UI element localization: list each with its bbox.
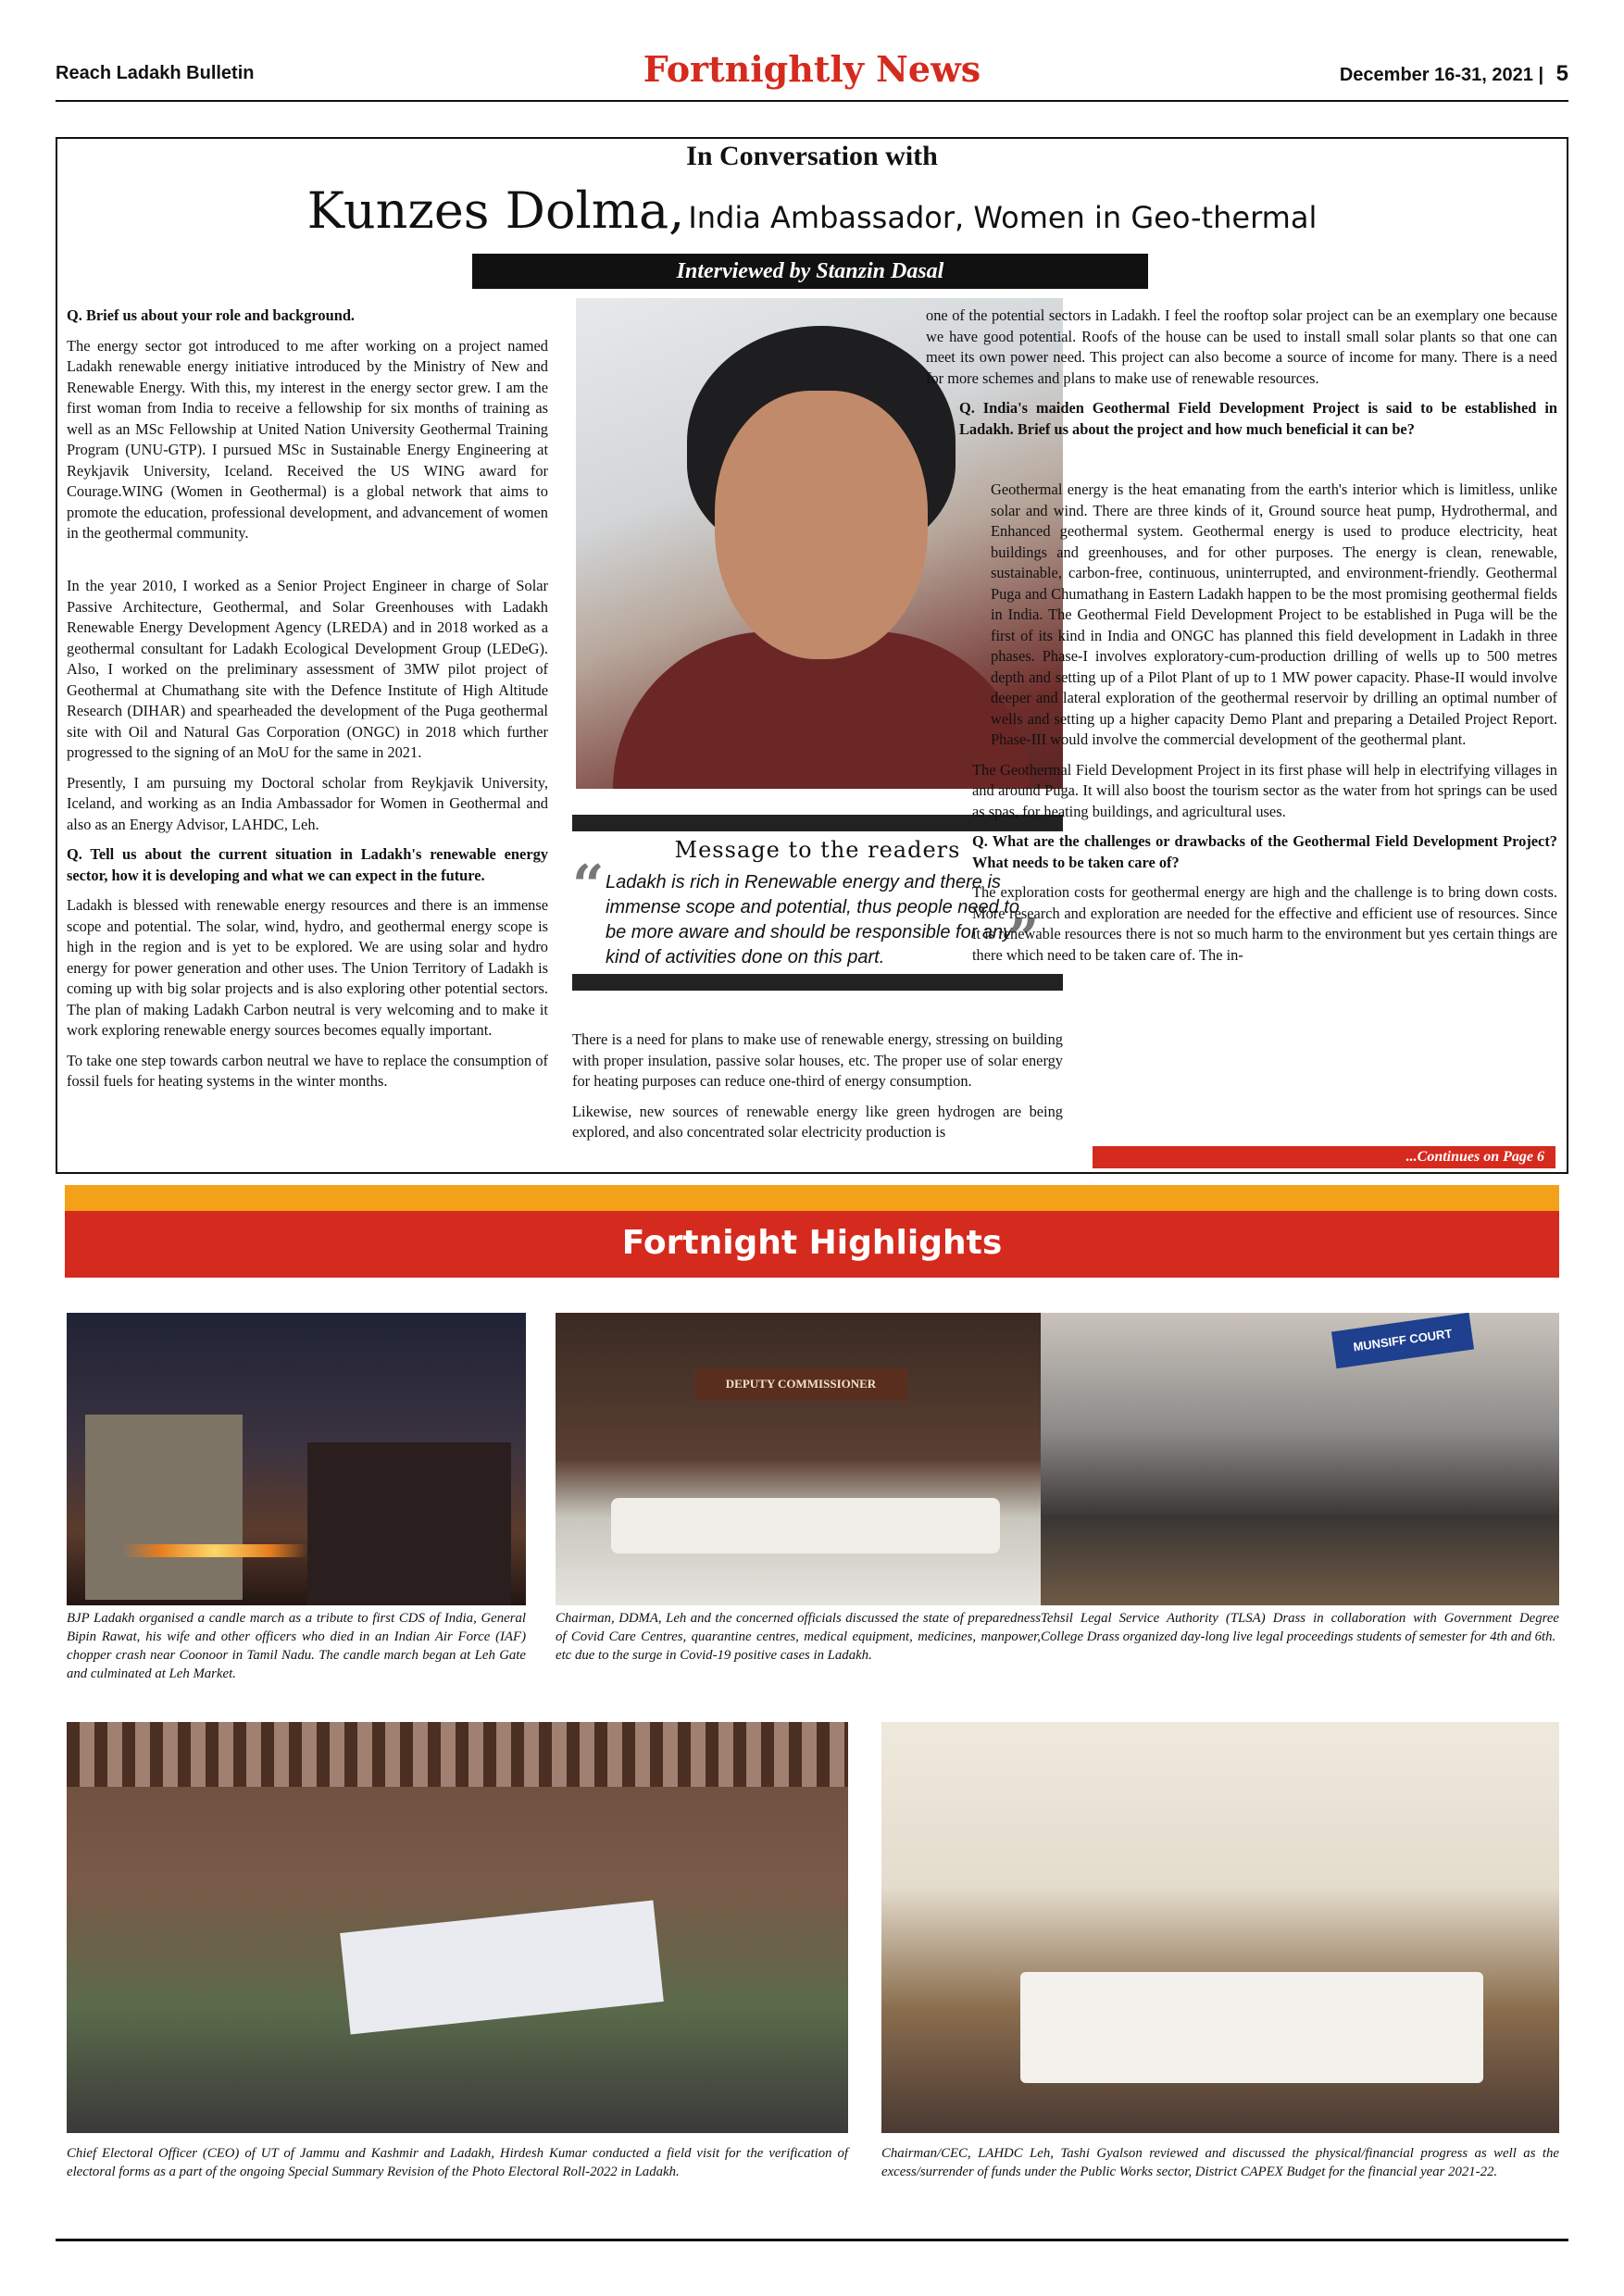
question: Q. Tell us about the current situation in Ladakh's renewable energy sector, how it is developing and what we can expect in the future. xyxy=(67,845,548,884)
photo-ceo-field-visit xyxy=(67,1722,848,2133)
message-bottom-bar xyxy=(572,974,1063,991)
portrait-face xyxy=(715,391,928,659)
conference-table xyxy=(1020,1972,1483,2083)
photo-lahdc-review xyxy=(881,1722,1559,2133)
section-title: Fortnightly News xyxy=(643,48,981,90)
caption-3: Tehsil Legal Service Authority (TLSA) Drass in collaboration with Government Degree College Drass organized day-long live legal proceedings students of semester for 4th and 6th. xyxy=(1041,1611,1559,1644)
interview-title xyxy=(0,181,1624,240)
open-quote-icon: “ xyxy=(572,854,605,918)
question: Q. India's maiden Geothermal Field Development Project is said to be established in Ladakh. Brief us about the project and how much beneficial it can be? xyxy=(959,399,1557,438)
column-1-middle xyxy=(67,576,548,1102)
photo-candle-march xyxy=(67,1313,526,1605)
answer: Geothermal energy is the heat emanating from the earth's interior which is limitless, unlike solar and wind. There are three kinds of it, Ground source heat pump, Hydrothermal, and Enhanced geothermal system. Geothermal energy is used to produce electricity, heat buildings and greenhouses, and for other purposes. The energy is clean, renewable, sustainable, carbon-free, continuous, uninterrupted, and environment-friendly. Geothermal Puga and Chumathang in Eastern Ladakh happen to be the most promising geothermal fields in India. The Geothermal Field Development Project to be established in Puga will be the first of its kind in India and ONGC has planned this field development in Ladakh in three phases. Phase-I involves exploratory-cum-production drilling of wells up to 500 metres depth and setting up of a Pilot Plant of up to 1 MW power capacity. Phase-II would involve deeper and lateral exploration of the geothermal reservoir by drilling an optimal number of wells and setting up a higher capacity Demo Plant and preparing a Detailed Project Report. Phase-III would involve the commercial development of the geothermal plant. xyxy=(991,480,1557,748)
footer-rule xyxy=(56,2239,1568,2241)
munsiff-court-sign: MUNSIFF COURT xyxy=(1331,1313,1474,1368)
answer: There is a need for plans to make use of renewable energy, stressing on building with proper insulation, passive solar houses, etc. The proper use of solar energy for heating purposes can reduce one-third of energy consumption. xyxy=(572,1030,1063,1090)
column-3-middle xyxy=(972,480,1557,975)
candle-glow xyxy=(122,1544,307,1557)
answer: The exploration costs for geothermal energy are high and the challenge is to bring down costs. More research and exploration are needed for the effective and efficient use of resources. Since it is renewable resources there is not so much harm to the environment but yes certain things are there which need to be taken care of. The in- xyxy=(972,883,1557,964)
electoral-forms xyxy=(340,1901,664,2035)
separator: | xyxy=(1538,65,1544,85)
close-quote-icon: ” xyxy=(1007,907,1040,972)
caption-2: Chairman, DDMA, Leh and the concerned officials discussed the state of preparedness of Covid Care Centres, quarantine centres, medical equipment, medicines, manpower, etc due to the surge in Covid-19 positive cases in Ladakh. xyxy=(556,1611,1041,1663)
column-3-top xyxy=(926,306,1557,449)
photo-legal-proceedings xyxy=(1041,1313,1559,1605)
answer: one of the potential sectors in Ladakh. I feel the rooftop solar project can be an exemplary one because we have good potential. Roofs of the house can be used to install small solar plants so that one can meet its own power need. This project can also become a source of income for many. There is a need for more schemes and plans to make use of renewable resources. xyxy=(926,306,1557,387)
interview-kicker: In Conversation with xyxy=(686,141,938,171)
answer: The energy sector got introduced to me after working on a project named Ladakh renewable energy initiative introduced by the Ministry of New and Renewable Energy. With this, my interest in the energy sector grew. I am the first woman from India to receive a fellowship for six months of training as well as an MSc Fellowship at United Nation University Geothermal Training Program (UNU-GTP). I pursued MSc in Sustainable Energy Engineering at Reykjavik University, Iceland. Received the US WING award for Courage.WING (Women in Geothermal) is a global network that aims to promote the education, professional development, and advancement of women in the geothermal community. xyxy=(67,336,548,542)
answer: To take one step towards carbon neutral we have to replace the consumption of fossil fuels for heating systems in the winter months. xyxy=(67,1051,548,1090)
byline: Interviewed by Stanzin Dasal xyxy=(472,254,1148,289)
publication-name: Reach Ladakh Bulletin xyxy=(56,63,255,83)
issue-date-page xyxy=(1340,61,1568,87)
interviewee-name: Kunzes Dolma, xyxy=(306,181,685,240)
deputy-commissioner-sign: DEPUTY COMMISSIONER xyxy=(694,1368,907,1400)
answer: Presently, I am pursuing my Doctoral scholar from Reykjavik University, Iceland, and working as an India Ambassador for Women in Geothermal and also as an Energy Advisor, LAHDC, Leh. xyxy=(67,773,548,833)
meeting-table xyxy=(611,1498,1000,1554)
message-text: Ladakh is rich in Renewable energy and there is immense scope and potential, thus people need to be more aware and should be responsible for any kind of activities done on this part. xyxy=(606,872,1019,967)
issue-date: December 16-31, 2021 xyxy=(1339,65,1533,85)
answer: The Geothermal Field Development Project in its first phase will help in electrifying villages in and around Puga. It will also boost the tourism sector as the water from hot springs can be used as spas, for heating buildings, and agricultural uses. xyxy=(972,760,1557,820)
highlights-title: Fortnight Highlights xyxy=(65,1211,1559,1278)
answer: Ladakh is blessed with renewable energy resources and there is an immense scope and potential. The solar, wind, hydro, and geothermal energy scope is high in the region and is yet to be explored. We are using solar and hydro energy for power generation and other uses. The Union Territory of Ladakh is coming up with big solar projects and is also exploring other potential sectors. The plan of making Ladakh Carbon neutral is very welcoming and to make it work exploring renewable energy sources becomes equally important. xyxy=(67,896,548,1039)
interviewee-role: India Ambassador, Women in Geo-thermal xyxy=(688,200,1318,235)
caption-1: BJP Ladakh organised a candle march as a tribute to first CDS of India, General Bipin Rawat, his wife and other officers who died in an Indian Air Force (IAF) chopper crash near Coonoor in Tamil Nadu. The candle march began at Leh Gate and culminated at Leh Market. xyxy=(67,1611,526,1681)
message-heading: Message to the readers xyxy=(674,837,961,863)
caption-5: Chairman/CEC, LAHDC Leh, Tashi Gyalson reviewed and discussed the physical/financial progress as well as the excess/surrender of funds under the Public Works sector, District CAPEX Budget for the financial year 2021-22. xyxy=(881,2146,1559,2179)
header-rule xyxy=(56,100,1568,102)
portrait-frame xyxy=(85,1415,243,1600)
question: Q. What are the challenges or drawbacks of the Geothermal Field Development Project? What needs to be taken care of? xyxy=(972,832,1557,871)
crowd xyxy=(307,1442,511,1605)
answer: Likewise, new sources of renewable energy like green hydrogen are being explored, and also concentrated solar electricity production is xyxy=(572,1102,1063,1141)
highlights-band xyxy=(65,1185,1559,1211)
question: Q. Brief us about your role and background. xyxy=(67,306,356,324)
gate xyxy=(67,1722,848,1787)
photo-ddma-meeting xyxy=(556,1313,1041,1605)
continues-note: ...Continues on Page 6 xyxy=(1093,1146,1555,1168)
column-2 xyxy=(572,1029,1063,1153)
caption-4: Chief Electoral Officer (CEO) of UT of Jammu and Kashmir and Ladakh, Hirdesh Kumar conducted a field visit for the verification of electoral forms as a part of the ongoing Special Summary Revision of the Photo Electoral Roll-2022 in Ladakh. xyxy=(67,2146,848,2179)
column-1-top xyxy=(67,306,548,554)
answer: In the year 2010, I worked as a Senior Project Engineer in charge of Solar Passive Architecture, Geothermal, and Solar Greenhouses with Ladakh Renewable Energy Development Agency (LREDA) and in 2018 worked as a geothermal consultant for Ladakh Ecological Development Group (LEDeG). Also, I worked on the preliminary assessment of 3MW pilot project of Geothermal at Chumathang site with the Defence Institute of High Altitude Research (DIHAR) and spearheaded the development of the Puga geothermal site with Oil and Natural Gas Corporation (ONGC) in 2018 which further progressed to the signing of an MoU for the same in 2021. xyxy=(67,577,548,761)
page-number: 5 xyxy=(1555,61,1568,86)
